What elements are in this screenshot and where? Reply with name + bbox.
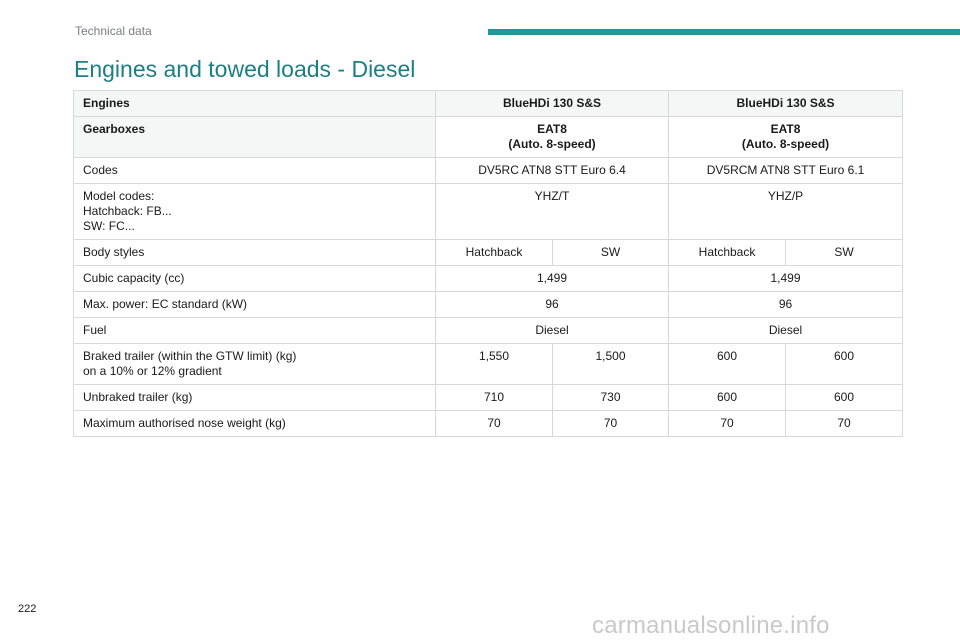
gearbox-b-name: EAT8 [770,122,801,136]
table-cell: 1,550 [436,344,553,385]
row-label: Max. power: EC standard (kW) [74,292,436,318]
table-row-body-styles [74,240,903,266]
table-cell: SW [553,240,669,266]
row-label: Cubic capacity (cc) [74,266,436,292]
section-label: Technical data [75,24,152,38]
table-cell: 70 [786,411,903,437]
braked-label: Braked trailer (within the GTW limit) (kg) [83,349,297,363]
gearbox-a-desc: (Auto. 8-speed) [508,137,596,151]
table-cell: Hatchback [436,240,553,266]
table-cell: 730 [553,385,669,411]
gearbox-b [669,117,903,158]
code-a: DV5RC ATN8 STT Euro 6.4 [436,158,669,184]
section-accent-bar [488,29,960,35]
row-label: Body styles [74,240,436,266]
engine-a: BlueHDi 130 S&S [436,91,669,117]
table-cell: 710 [436,385,553,411]
table-cell: 600 [786,385,903,411]
table-cell: SW [786,240,903,266]
table-row-codes [74,158,903,184]
code-b: DV5RCM ATN8 STT Euro 6.1 [669,158,903,184]
gearbox-a [436,117,669,158]
model-codes-sw: SW: FC... [83,219,135,233]
row-label: Unbraked trailer (kg) [74,385,436,411]
table-cell: 600 [669,385,786,411]
row-label: Engines [74,91,436,117]
model-codes-label: Model codes: [83,189,155,203]
braked-gradient: on a 10% or 12% gradient [83,364,222,378]
engine-b: BlueHDi 130 S&S [669,91,903,117]
table-cell: 1,499 [669,266,903,292]
table-row-braked-trailer [74,344,903,385]
gearbox-b-desc: (Auto. 8-speed) [741,137,830,151]
table-cell: Diesel [436,318,669,344]
table-row-cubic-capacity [74,266,903,292]
table-cell: 600 [786,344,903,385]
gearbox-a-name: EAT8 [537,122,567,136]
table-cell: 70 [553,411,669,437]
table-row-fuel [74,318,903,344]
row-label: Gearboxes [74,117,436,158]
model-code-a: YHZ/T [436,184,669,240]
row-label [74,184,436,240]
page-number: 222 [18,603,37,615]
row-label: Maximum authorised nose weight (kg) [74,411,436,437]
engine-specs-table [73,90,903,437]
row-label [74,344,436,385]
table-row-unbraked-trailer [74,385,903,411]
model-codes-hatchback: Hatchback: FB... [83,204,172,218]
table-cell: Diesel [669,318,903,344]
table-cell: 96 [436,292,669,318]
table-row-gearboxes [74,117,903,158]
table-row-engines [74,91,903,117]
table-row-max-power [74,292,903,318]
table-cell: 70 [669,411,786,437]
table-cell: 70 [436,411,553,437]
table-cell: 1,499 [436,266,669,292]
page-title: Engines and towed loads - Diesel [74,56,416,82]
table-row-model-codes [74,184,903,240]
table-cell: 600 [669,344,786,385]
watermark: carmanualsonline.info [592,612,830,639]
table-cell: Hatchback [669,240,786,266]
model-code-b: YHZ/P [669,184,903,240]
row-label: Fuel [74,318,436,344]
row-label: Codes [74,158,436,184]
table-row-nose-weight [74,411,903,437]
table-cell: 96 [669,292,903,318]
table-cell: 1,500 [553,344,669,385]
